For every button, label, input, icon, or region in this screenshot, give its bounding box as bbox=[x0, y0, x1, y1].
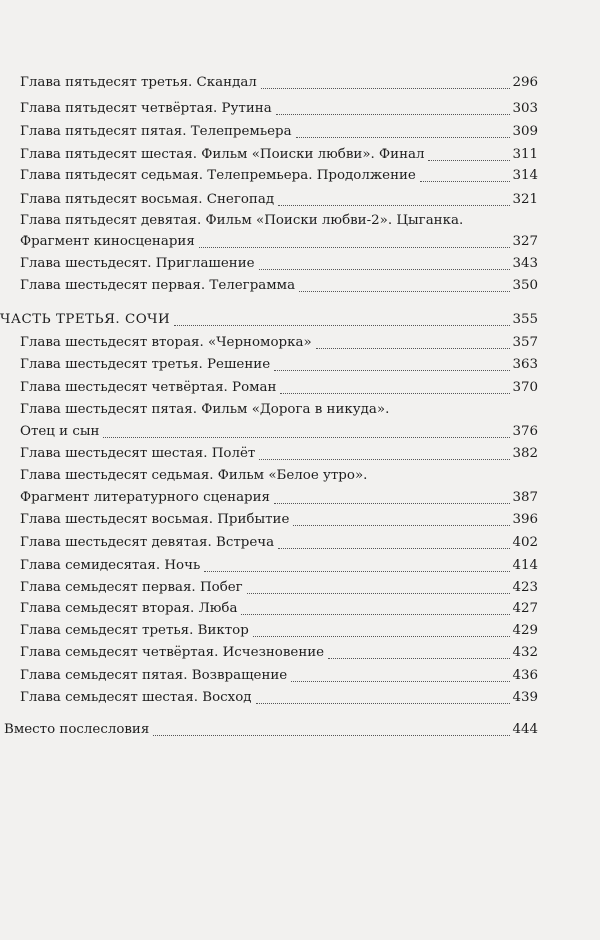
toc-entry-title: Отец и сын bbox=[20, 424, 100, 439]
toc-entry-title: Глава семьдесят первая. Побег bbox=[20, 580, 243, 595]
toc-entry-page-number: 303 bbox=[512, 101, 538, 116]
toc-entry-page-number: 376 bbox=[512, 424, 538, 439]
dot-leader bbox=[204, 549, 510, 572]
dot-leader bbox=[276, 92, 510, 115]
toc-entry-title: Глава шестьдесят третья. Решение bbox=[20, 357, 271, 372]
dot-leader bbox=[274, 481, 510, 504]
toc-entry-title: Глава пятьдесят четвёртая. Рутина bbox=[20, 101, 272, 116]
toc-entry-page-number: 314 bbox=[512, 168, 538, 183]
toc-entry-title: Глава шестьдесят шестая. Полёт bbox=[20, 446, 256, 461]
dot-leader bbox=[420, 159, 510, 182]
toc-entry-title: Глава шестьдесят восьмая. Прибытие bbox=[20, 512, 290, 527]
toc-entry-title: Глава шестьдесят вторая. «Черноморка» bbox=[20, 335, 312, 350]
dot-leader bbox=[256, 681, 510, 704]
toc-entry-page-number: 357 bbox=[512, 335, 538, 350]
toc-entry-title: Глава шестьдесят четвёртая. Роман bbox=[20, 380, 277, 395]
toc-entry-page-number: 311 bbox=[512, 147, 538, 162]
toc-entry-title: Фрагмент киносценария bbox=[20, 234, 195, 249]
toc-entry bbox=[4, 719, 538, 741]
toc-entry-title: Глава шестьдесят седьмая. Фильм «Белое утро». bbox=[20, 468, 368, 483]
toc-entry-page-number: 343 bbox=[512, 256, 538, 271]
toc-entry-title: Глава пятьдесят восьмая. Снегопад bbox=[20, 192, 275, 207]
toc-entry-title: Глава семьдесят вторая. Люба bbox=[20, 601, 238, 616]
dot-leader bbox=[261, 66, 510, 89]
dot-leader bbox=[241, 592, 510, 615]
toc-entry-title: Глава шестьдесят пятая. Фильм «Дорога в никуда». bbox=[20, 402, 390, 417]
toc-entry-page-number: 402 bbox=[512, 535, 538, 550]
toc-entry-page-number: 321 bbox=[512, 192, 538, 207]
toc-entry-title: Глава пятьдесят третья. Скандал bbox=[20, 75, 257, 90]
toc-entry bbox=[20, 377, 538, 399]
dot-leader bbox=[274, 348, 510, 371]
toc-entry-title: Глава семьдесят шестая. Восход bbox=[20, 690, 252, 705]
toc-entry-page-number: 327 bbox=[512, 234, 538, 249]
dot-leader bbox=[280, 371, 510, 394]
toc-entry-title: Глава пятьдесят седьмая. Телепремьера. Продолжение bbox=[20, 168, 416, 183]
dot-leader bbox=[291, 659, 510, 682]
toc-entry-title: Глава семидесятая. Ночь bbox=[20, 558, 201, 573]
toc-entry-title: Фрагмент литературного сценария bbox=[20, 490, 271, 505]
dot-leader bbox=[259, 247, 510, 270]
toc-entry-title: Глава пятьдесят шестая. Фильм «Поиски любви». Финал bbox=[20, 147, 425, 162]
toc-entry-page-number: 396 bbox=[512, 512, 538, 527]
dot-leader bbox=[316, 326, 510, 349]
dot-leader bbox=[293, 503, 510, 526]
dot-leader bbox=[103, 415, 510, 438]
toc-entry-page-number: 427 bbox=[512, 601, 538, 616]
toc-entry-page-number: 309 bbox=[512, 124, 538, 139]
dot-leader bbox=[328, 636, 510, 659]
toc-entry-page-number: 370 bbox=[512, 380, 538, 395]
toc-entry bbox=[20, 687, 538, 709]
toc-entry-page-number: 350 bbox=[512, 278, 538, 293]
toc-entry-page-number: 439 bbox=[512, 690, 538, 705]
toc-entry bbox=[20, 189, 538, 211]
toc-entry-page-number: 423 bbox=[512, 580, 538, 595]
dot-leader bbox=[278, 526, 510, 549]
dot-leader bbox=[174, 303, 510, 326]
toc-entry bbox=[20, 72, 538, 94]
dot-leader bbox=[253, 614, 510, 637]
toc-entry-title: Вместо послесловия bbox=[4, 722, 150, 737]
dot-leader bbox=[153, 713, 510, 736]
dot-leader bbox=[259, 437, 510, 460]
dot-leader bbox=[296, 115, 510, 138]
toc-entry-title: Глава семьдесят третья. Виктор bbox=[20, 623, 249, 638]
toc-entry-title: Глава шестьдесят первая. Телеграмма bbox=[20, 278, 296, 293]
dot-leader bbox=[247, 571, 510, 594]
toc-entry-page-number: 382 bbox=[512, 446, 538, 461]
toc-entry-page-number: 363 bbox=[512, 357, 538, 372]
toc-entry-title: Глава шестьдесят девятая. Встреча bbox=[20, 535, 275, 550]
toc-entry-title: Глава пятьдесят девятая. Фильм «Поиски любви-2». Цыганка. bbox=[20, 213, 464, 228]
toc-entry-title: ЧАСТЬ ТРЕТЬЯ. СОЧИ bbox=[0, 312, 171, 327]
toc-entry-page-number: 355 bbox=[512, 312, 538, 327]
dot-leader bbox=[278, 183, 510, 206]
toc-entry-page-number: 436 bbox=[512, 668, 538, 683]
toc-entry-page-number: 387 bbox=[512, 490, 538, 505]
toc-entry-title: Глава семьдесят пятая. Возвращение bbox=[20, 668, 288, 683]
toc-entry-page-number: 432 bbox=[512, 645, 538, 660]
toc-entry-page-number: 296 bbox=[512, 75, 538, 90]
toc-entry-title: Глава пятьдесят пятая. Телепремьера bbox=[20, 124, 292, 139]
toc-entry-title: Глава семьдесят четвёртая. Исчезновение bbox=[20, 645, 325, 660]
toc-entry-page-number: 414 bbox=[512, 558, 538, 573]
toc-entry bbox=[20, 443, 538, 465]
dot-leader bbox=[428, 138, 510, 161]
dot-leader bbox=[199, 225, 510, 248]
toc-entry bbox=[20, 275, 538, 297]
toc-entry-page-number: 429 bbox=[512, 623, 538, 638]
toc-entry-title: Глава шестьдесят. Приглашение bbox=[20, 256, 255, 271]
toc-entry-page-number: 444 bbox=[512, 722, 538, 737]
dot-leader bbox=[299, 269, 510, 292]
